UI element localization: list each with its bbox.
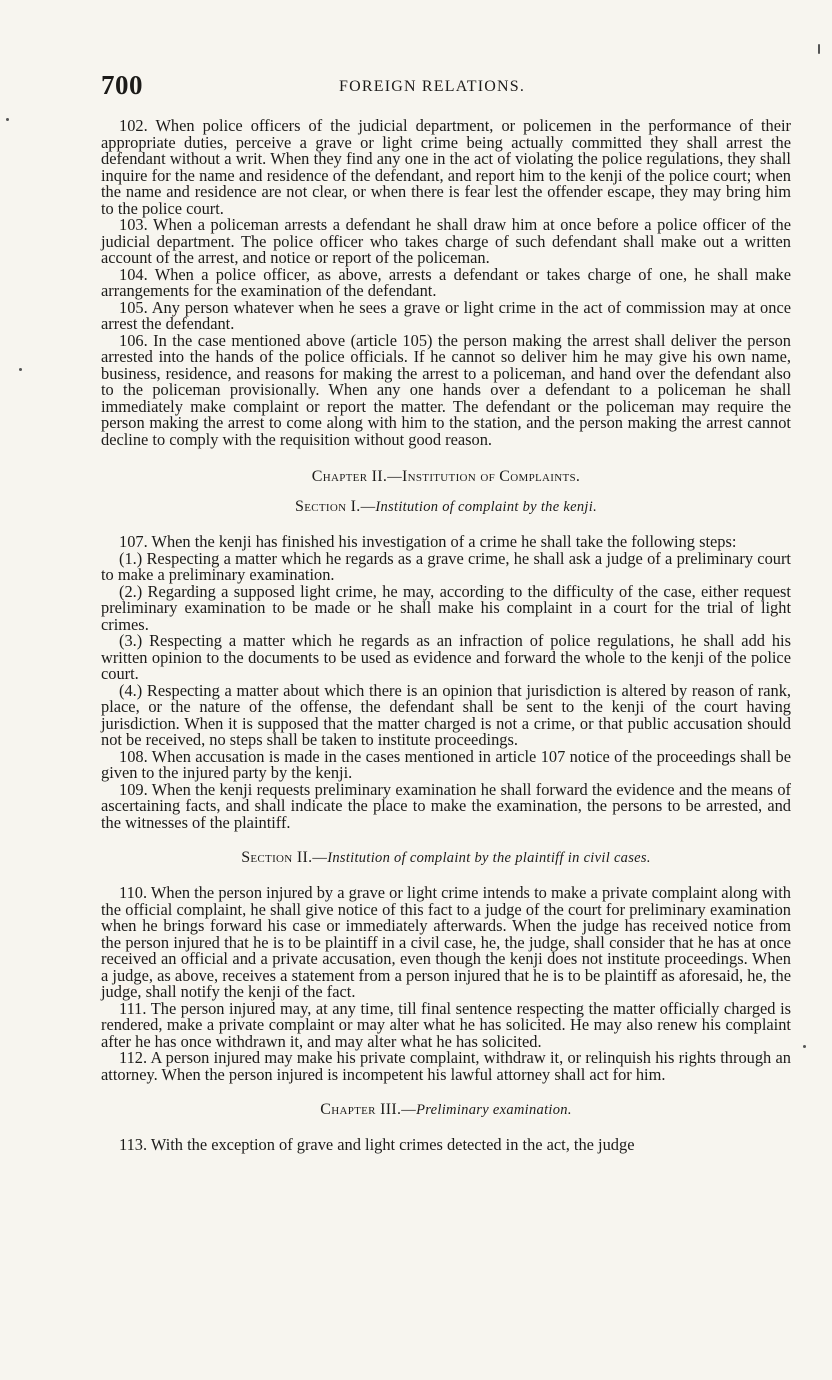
document-page bbox=[101, 70, 791, 1154]
margin-speck bbox=[803, 1045, 806, 1048]
section-2-heading: Section II.—Institution of complaint by the plaintiff in civil cases. bbox=[241, 849, 651, 866]
article-107-item-4: (4.) Respecting a matter about which there is an opinion that jurisdiction is altered by reason of rank, place, or the nature of the offense, the defendant shall be sent to the kenji of the court having jurisdiction. When it is supposed that the matter charged is not a crime, or that public accusation should not be received, no steps shall be taken to institute proceedings. bbox=[101, 680, 791, 749]
chapter-2-heading: Chapter II.—Institution of Complaints. bbox=[311, 468, 581, 485]
article-106: 106. In the case mentioned above (article 105) the person making the arrest shall deliver the person arrested into the hands of the police officials. If he cannot so deliver him he may give his own name, business, residence, and reasons for making the arrest to a policeman, and hand over the defendant also to the policeman provisionally. When any one hands over a defendant to a policeman he shall immediately make complaint or report the matter. The defendant or the policeman may require the person making the arrest to come along with him to the station, and the person making the arrest cannot decline to comply with the requisition without good reason. bbox=[101, 330, 791, 449]
article-109: 109. When the kenji requests preliminary examination he shall forward the evidence and the means of ascertaining facts, and shall indicate the place to make the examination, the persons to be arrested, and the witnesses of the plaintiff. bbox=[101, 779, 791, 832]
section-1-heading: Section I.—Institution of complaint by the kenji. bbox=[295, 498, 597, 515]
page-number: 700 bbox=[101, 70, 143, 100]
margin-speck bbox=[6, 118, 9, 121]
article-111: 111. The person injured may, at any time, till final sentence respecting the matter officially charged is rendered, make a private complaint or may alter what he has solicited. He may also renew his complaint after he has once withdrawn it, and may alter what he has solicited. bbox=[101, 998, 791, 1051]
article-112: 112. A person injured may make his private complaint, withdraw it, or relinquish his rights through an attorney. When the person injured is incompetent his lawful attorney shall act for him. bbox=[101, 1048, 791, 1084]
article-107: 107. When the kenji has finished his investigation of a crime he shall take the following steps: bbox=[119, 532, 737, 551]
articles-102-106 bbox=[101, 118, 791, 448]
article-107-item-1: (1.) Respecting a matter which he regards as a grave crime, he shall ask a judge of a preliminary court to make a preliminary examination. bbox=[101, 548, 791, 584]
article-113-block bbox=[101, 1137, 791, 1154]
article-107-item-3: (3.) Respecting a matter which he regards as an infraction of police regulations, he shall add his written opinion to the documents to be used as evidence and forward the whole to the kenji of the police court. bbox=[101, 631, 791, 683]
article-107-item-2: (2.) Regarding a supposed light crime, he may, according to the difficulty of the case, either request preliminary examination to be made or he shall make his complaint in a court for the trial of light crimes. bbox=[101, 581, 791, 634]
article-110: 110. When the person injured by a grave or light crime intends to make a private complaint along with the official complaint, he shall give notice of this fact to a judge of the court for preliminary examination when he brings forward his case or immediately afterwards. When the judge has received notice from the person injured that he is to be plaintiff in a civil case, he, the judge, shall consider that he has at once received an official and a private accusation, even though the kenji does not institute proceedings. When a judge, as above, receives a statement from a person injured that he is to be plaintiff as aforesaid, he, the judge, shall notify the kenji of the fact. bbox=[101, 883, 791, 1001]
article-102: 102. When police officers of the judicial department, or policemen in the performance of their appropriate duties, perceive a grave or light crime being actually committed they shall arrest the defendant without a writ. When they find any one in the act of violating the police regulations, they shall inquire for the name and residence of the defendant, and report him to the kenji of the police court; when the name and residence are not clear, or when there is fear lest the offender escape, they may bring him to the police court. bbox=[101, 116, 791, 218]
running-head: FOREIGN RELATIONS. bbox=[339, 78, 526, 95]
article-113: 113. With the exception of grave and light crimes detected in the act, the judge bbox=[119, 1135, 635, 1154]
article-103: 103. When a policeman arrests a defendant he shall draw him at once before a police officer of the judicial department. The police officer who takes charge of such defendant shall make out a written account of the arrest, and notice or report of the policeman. bbox=[101, 215, 791, 267]
margin-speck bbox=[818, 44, 820, 54]
chapter-3-heading: Chapter III.—Preliminary examination. bbox=[320, 1101, 572, 1118]
article-104: 104. When a police officer, as above, arrests a defendant or takes charge of one, he shall make arrangements for the examination of the defendant. bbox=[101, 264, 791, 300]
article-108: 108. When accusation is made in the cases mentioned in article 107 notice of the proceedings shall be given to the injured party by the kenji. bbox=[101, 746, 791, 782]
articles-110-112 bbox=[101, 885, 791, 1083]
page-header bbox=[101, 70, 791, 104]
articles-107-109 bbox=[101, 534, 791, 831]
article-105: 105. Any person whatever when he sees a grave or light crime in the act of commission may at once arrest the defendant. bbox=[101, 297, 791, 333]
margin-speck bbox=[19, 368, 22, 371]
